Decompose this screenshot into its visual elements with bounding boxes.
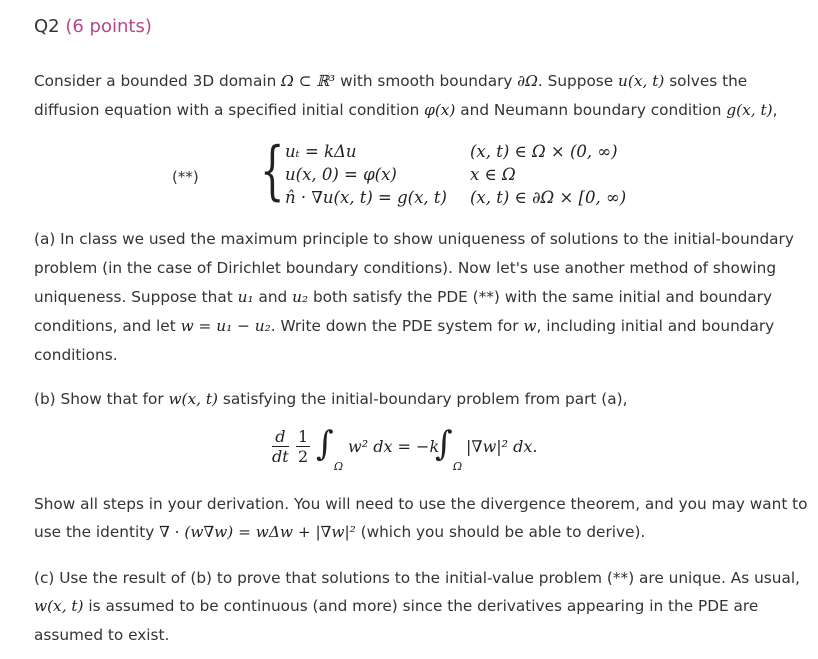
system-domain: (x, t) ∈ Ω × (0, ∞) [470,142,618,161]
math-domain: Ω ⊂ ℝ³ [281,72,336,90]
intro-text: . Suppose [537,72,619,90]
part-c-text: is assumed to be continuous (and more) since the derivatives appearing in the PDE are [83,597,759,615]
math-w-xt: w(x, t) [168,390,218,408]
math-g: g(x, t) [726,101,773,119]
part-b-text: (which you should be able to derive). [355,523,646,541]
math-w: w [523,317,537,335]
integral-domain: Ω [453,460,463,473]
math-w-def: w = u₁ − u₂ [180,317,271,335]
system-equation: u(x, 0) = φ(x) [285,165,397,184]
part-a-text: . Write down the PDE system for [270,317,524,335]
part-c-line-3: assumed to exist. [34,626,170,644]
energy-identity [272,424,572,476]
math-u2: u₂ [292,288,309,306]
part-a-text: and [253,288,293,306]
integral-sign: ∫ [316,424,334,464]
part-b-text: (b) Show that for [34,390,169,408]
system-equation: n̂ · ∇u(x, t) = g(x, t) [285,188,447,207]
rhs-integrand: |∇w|² dx. [466,437,538,456]
part-a-line-5: conditions. [34,346,118,364]
part-a-text: both satisfy the PDE (**) with the same initial and boundary [308,288,773,306]
part-a-text: uniqueness. Suppose that [34,288,238,306]
intro-text: diffusion equation with a specified initial condition [34,101,425,119]
derivative-fraction [272,428,289,467]
question-label: Q2 [34,16,60,37]
part-b-line-3 [34,523,645,541]
fraction-denominator: 2 [298,447,309,466]
intro-line-2 [34,101,777,119]
intro-text: Consider a bounded 3D domain [34,72,282,90]
half-fraction [296,428,310,467]
part-a-line-3 [34,288,772,306]
part-b-line-1 [34,390,627,408]
math-w-xt: w(x, t) [34,597,84,615]
integral-sign: ∫ [435,424,453,464]
lhs-integrand: w² dx = −k [348,437,440,456]
system-equation: uₜ = kΔu [285,142,357,161]
part-a-line-4 [34,317,774,335]
intro-line-1 [34,72,747,90]
fraction-denominator: dt [272,447,289,466]
question-heading [34,16,152,37]
intro-text: solves the [664,72,748,90]
part-c-line-2 [34,597,758,615]
system-label: (**) [172,168,199,186]
part-a-line-2: problem (in the case of Dirichlet boundary conditions). Now let's use another method of showing [34,259,777,277]
integral-domain: Ω [334,460,344,473]
math-u1: u₁ [237,288,254,306]
intro-text: and Neumann boundary condition [455,101,727,119]
part-a-line-1: (a) In class we used the maximum principle to show uniqueness of solutions to the initial-boundary [34,230,794,248]
question-points: (6 points) [65,16,152,37]
fraction-numerator: d [272,428,289,447]
math-identity: ∇ · (w∇w) = wΔw + |∇w|² [159,523,356,541]
part-c-line-1: (c) Use the result of (b) to prove that solutions to the initial-value problem (**) are unique. As usual, [34,569,800,587]
part-a-text: conditions, and let [34,317,181,335]
part-b-line-2: Show all steps in your derivation. You will need to use the divergence theorem, and you may want to [34,495,808,513]
part-b-text: satisfying the initial-boundary problem from part (a), [218,390,628,408]
left-brace: { [260,134,285,208]
math-boundary: ∂Ω [517,72,538,90]
math-u: u(x, t) [618,72,665,90]
intro-text: with smooth boundary [335,72,518,90]
system-domain: (x, t) ∈ ∂Ω × [0, ∞) [470,188,627,207]
part-a-text: , including initial and boundary [536,317,775,335]
math-phi: φ(x) [424,101,456,119]
part-b-text: use the identity [34,523,160,541]
fraction-numerator: 1 [298,427,309,446]
intro-text: , [772,101,778,119]
system-domain: x ∈ Ω [470,165,516,184]
